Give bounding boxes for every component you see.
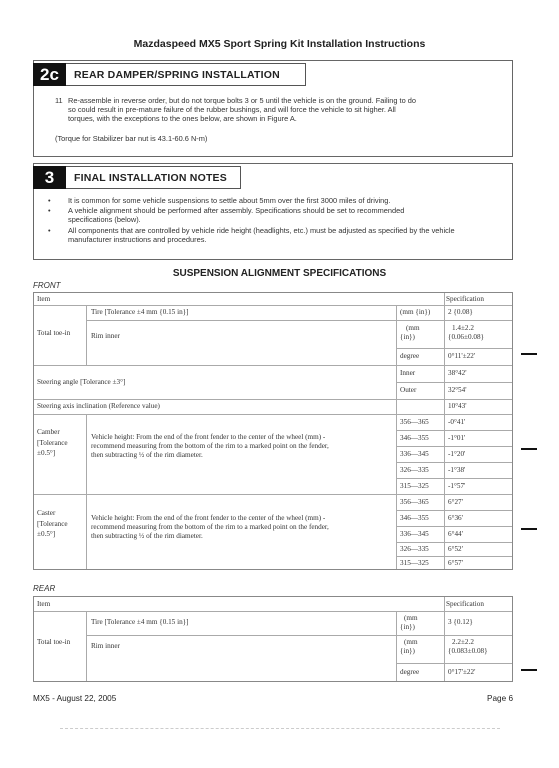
front-total-toe-in: Total toe-in xyxy=(37,328,71,337)
front-rim-value: 1.4±2.2 {0.06±0.08} xyxy=(448,324,485,341)
rear-spec-header: Specification xyxy=(446,599,484,608)
rear-tire-unit: (mm {in}) xyxy=(400,614,418,631)
camber-range: 346—355 xyxy=(400,433,429,442)
caster-value: 6°44' xyxy=(448,529,463,538)
rear-item-header: Item xyxy=(37,599,51,608)
note-item: • All components that are controlled by vehicle ride height (headlights, etc.) must be adjusted as specified by the vehicle manufacturer instructions and procedures. xyxy=(48,225,455,244)
step-11-number: 11 xyxy=(55,96,63,105)
rear-spec-table xyxy=(33,596,513,682)
front-rim-inner: Rim inner xyxy=(91,331,120,340)
step-11-text: Re-assemble in reverse order, but do not torque bolts 3 or 5 until the vehicle is on the ground. Failing to do so could result in pre-mature failure of the rubber bushings, and will force the vehicle to sit higher. All torques, with the exceptions to the ones below, are shown in Figure A. xyxy=(68,96,416,124)
rear-total-toe-in: Total toe-in xyxy=(37,637,71,646)
note-item: • A vehicle alignment should be performed after assembly. Specifications should be set to recommended specifications (below). xyxy=(48,206,405,225)
rear-tire-value: 3 {0.12} xyxy=(448,617,473,626)
margin-mark xyxy=(521,448,537,450)
camber-range: 315—325 xyxy=(400,481,429,490)
front-item-header: Item xyxy=(37,294,51,303)
front-rim-unit: (mm {in}) xyxy=(400,324,420,341)
caster-range: 336—345 xyxy=(400,529,429,538)
caster-value: 6°57' xyxy=(448,558,463,567)
front-spec-table xyxy=(33,292,513,570)
front-steering-axis: Steering axis inclination (Reference value) xyxy=(37,402,160,411)
rear-degree-unit: degree xyxy=(400,667,420,676)
front-inner-value: 38°42' xyxy=(448,369,467,378)
caster-value: 6°52' xyxy=(448,544,463,553)
note-item: • It is common for some vehicle suspensions to settle about 5mm over the first 3000 miles of driving. xyxy=(48,196,391,205)
front-caster-vehicle-height: Vehicle height: From the end of the front fender to the center of the wheel (mm) - recommend measuring from the bottom of the rim to a marked point on the fender, then subtracting ½ of the rim diameter. xyxy=(91,514,329,540)
caster-range: 346—355 xyxy=(400,513,429,522)
front-camber-label: Camber [Tolerance ±0.5°] xyxy=(37,428,68,457)
front-steering-axis-value: 10°43' xyxy=(448,402,467,411)
front-inner: Inner xyxy=(400,369,416,378)
front-steering-angle: Steering angle [Tolerance ±3°] xyxy=(37,377,126,386)
footer-divider xyxy=(60,728,500,729)
caster-value: 6°27' xyxy=(448,497,463,506)
front-outer: Outer xyxy=(400,386,417,395)
front-tire-unit: (mm {in}) xyxy=(400,308,431,317)
front-tire-value: 2 {0.08} xyxy=(448,308,473,317)
margin-mark xyxy=(521,528,537,530)
section-2c-title-box xyxy=(66,63,306,86)
front-caster-label: Caster [Tolerance ±0.5°] xyxy=(37,509,68,538)
section-2c-number: 2c xyxy=(33,63,66,86)
camber-value: -1°20' xyxy=(448,449,466,458)
section-3-title: FINAL INSTALLATION NOTES xyxy=(74,171,227,184)
document-title: Mazdaspeed MX5 Sport Spring Kit Installation Instructions xyxy=(133,38,426,50)
caster-range: 326—335 xyxy=(400,544,429,553)
notes-list xyxy=(48,196,510,244)
camber-range: 356—365 xyxy=(400,417,429,426)
caster-range: 356—365 xyxy=(400,497,429,506)
front-tire: Tire [Tolerance ±4 mm {0.15 in}] xyxy=(91,308,189,317)
camber-value: -1°57' xyxy=(448,481,466,490)
front-degree-value: 0°11'±22' xyxy=(448,352,476,361)
margin-mark xyxy=(521,353,537,355)
caster-value: 6°36' xyxy=(448,513,463,522)
rear-degree-value: 0°17'±22' xyxy=(448,667,476,676)
rear-rim-value: 2.2±2.2 {0.083±0.08} xyxy=(448,638,488,655)
camber-range: 336—345 xyxy=(400,449,429,458)
camber-value: -0°41' xyxy=(448,417,466,426)
camber-value: -1°38' xyxy=(448,465,466,474)
front-degree-unit: degree xyxy=(400,352,420,361)
rear-rim-unit: (mm {in}) xyxy=(400,638,418,655)
front-outer-value: 32°54' xyxy=(448,386,467,395)
rear-label: REAR xyxy=(33,584,56,593)
rear-tire: Tire [Tolerance ±4 mm {0.15 in}] xyxy=(91,617,189,626)
footer-left: MX5 - August 22, 2005 xyxy=(33,694,117,703)
camber-range: 326—335 xyxy=(400,465,429,474)
rear-rim-inner: Rim inner xyxy=(91,641,120,650)
front-label: FRONT xyxy=(33,281,61,290)
front-camber-vehicle-height: Vehicle height: From the end of the front fender to the center of the wheel (mm) - recommend measuring from the bottom of the rim to a marked point on the fender, then subtracting ½ of the rim diameter. xyxy=(91,433,329,459)
footer-page-number: Page 6 xyxy=(487,694,513,703)
caster-range: 315—325 xyxy=(400,558,429,567)
camber-value: -1°01' xyxy=(448,433,466,442)
spec-heading: SUSPENSION ALIGNMENT SPECIFICATIONS xyxy=(172,268,387,279)
section-2c-title: REAR DAMPER/SPRING INSTALLATION xyxy=(74,68,280,81)
torque-note: (Torque for Stabilizer bar nut is 43.1-60.6 N-m) xyxy=(55,134,208,143)
section-3-number: 3 xyxy=(33,166,66,189)
front-spec-header: Specification xyxy=(446,294,484,303)
margin-mark xyxy=(521,669,537,671)
section-3-title-box xyxy=(66,166,241,189)
